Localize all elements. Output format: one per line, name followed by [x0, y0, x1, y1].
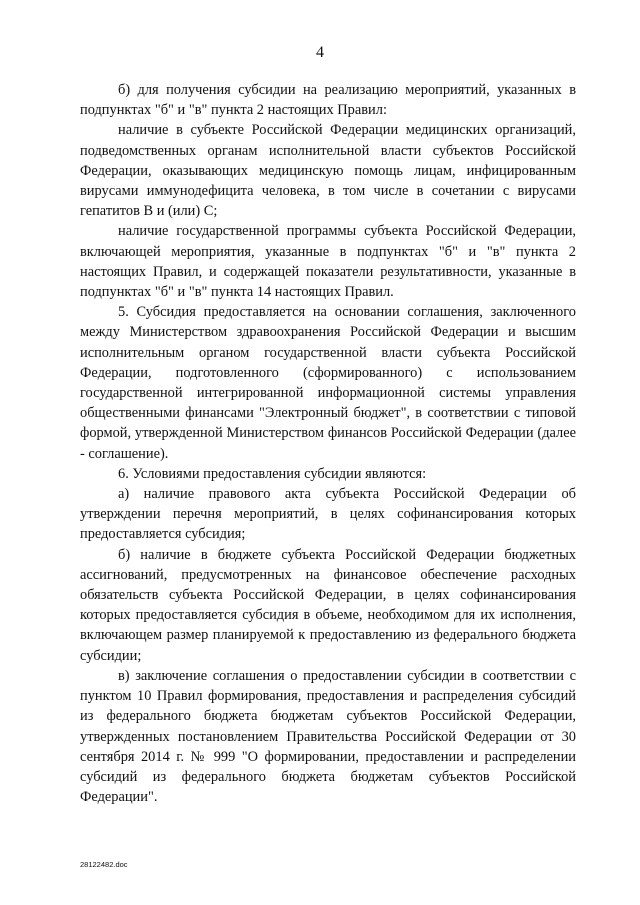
document-filename: 28122482.doc	[80, 860, 128, 869]
paragraph-6v: в) заключение соглашения о предоставлении субсидии в соответствии с пунктом 10 Правил формирования, предоставления и распределения субсидий из федерального бюджета бюджетам субъектов Российской Федерации, утвержденных постановлением Правительства Российской Федерации от 30 сентября 2014 г. № 999 "О формировании, предоставлении и распределении субсидий из федерального бюджета бюджетам субъектов Российской Федерации".	[80, 667, 576, 806]
paragraph-state-program: наличие государственной программы субъекта Российской Федерации, включающей мероприятия, указанные в подпунктах "б" и "в" пункта 2 настоящих Правил, и содержащей показатели результативности, указанные в подпунктах "б" и "в" пункта 14 настоящих Правил.	[80, 223, 576, 301]
paragraph-6b: б) наличие в бюджете субъекта Российской Федерации бюджетных ассигнований, предусмотренных на финансовое обеспечение расходных обязательств субъекта Российской Федерации, в целях софинансирования которых предоставляется субсидия в объеме, необходимом для их исполнения, включающем размер планируемой к предоставлению из федерального бюджета субсидии;	[80, 546, 576, 664]
paragraph-6-conditions: 6. Условиями предоставления субсидии являются:	[118, 465, 427, 482]
document-body	[80, 80, 576, 807]
paragraph-subsidy-b: б) для получения субсидии на реализацию мероприятий, указанных в подпунктах "б" и "в" пункта 2 настоящих Правил:	[80, 82, 576, 119]
paragraph-5-agreement: 5. Субсидия предоставляется на основании соглашения, заключенного между Министерством здравоохранения Российской Федерации и высшим исполнительным органом государственной власти субъекта Российской Федерации, подготовленного (сформированного) с использованием государственной интегрированной информационной системы управления общественными финансами "Электронный бюджет", в соответствии с типовой формой, утвержденной Министерством финансов Российской Федерации (далее - соглашение).	[80, 304, 576, 462]
page-number: 4	[316, 44, 324, 61]
paragraph-medical-organizations: наличие в субъекте Российской Федерации медицинских организаций, подведомственных органам исполнительной власти субъектов Российской Федерации, оказывающих медицинскую помощь лицам, инфицированным вирусами иммунодефицита человека, в том числе в сочетании с вирусами гепатитов B и (или) C;	[80, 122, 576, 220]
paragraph-6a: а) наличие правового акта субъекта Российской Федерации об утверждении перечня мероприятий, в целях софинансирования которых предоставляется субсидия;	[80, 486, 576, 543]
